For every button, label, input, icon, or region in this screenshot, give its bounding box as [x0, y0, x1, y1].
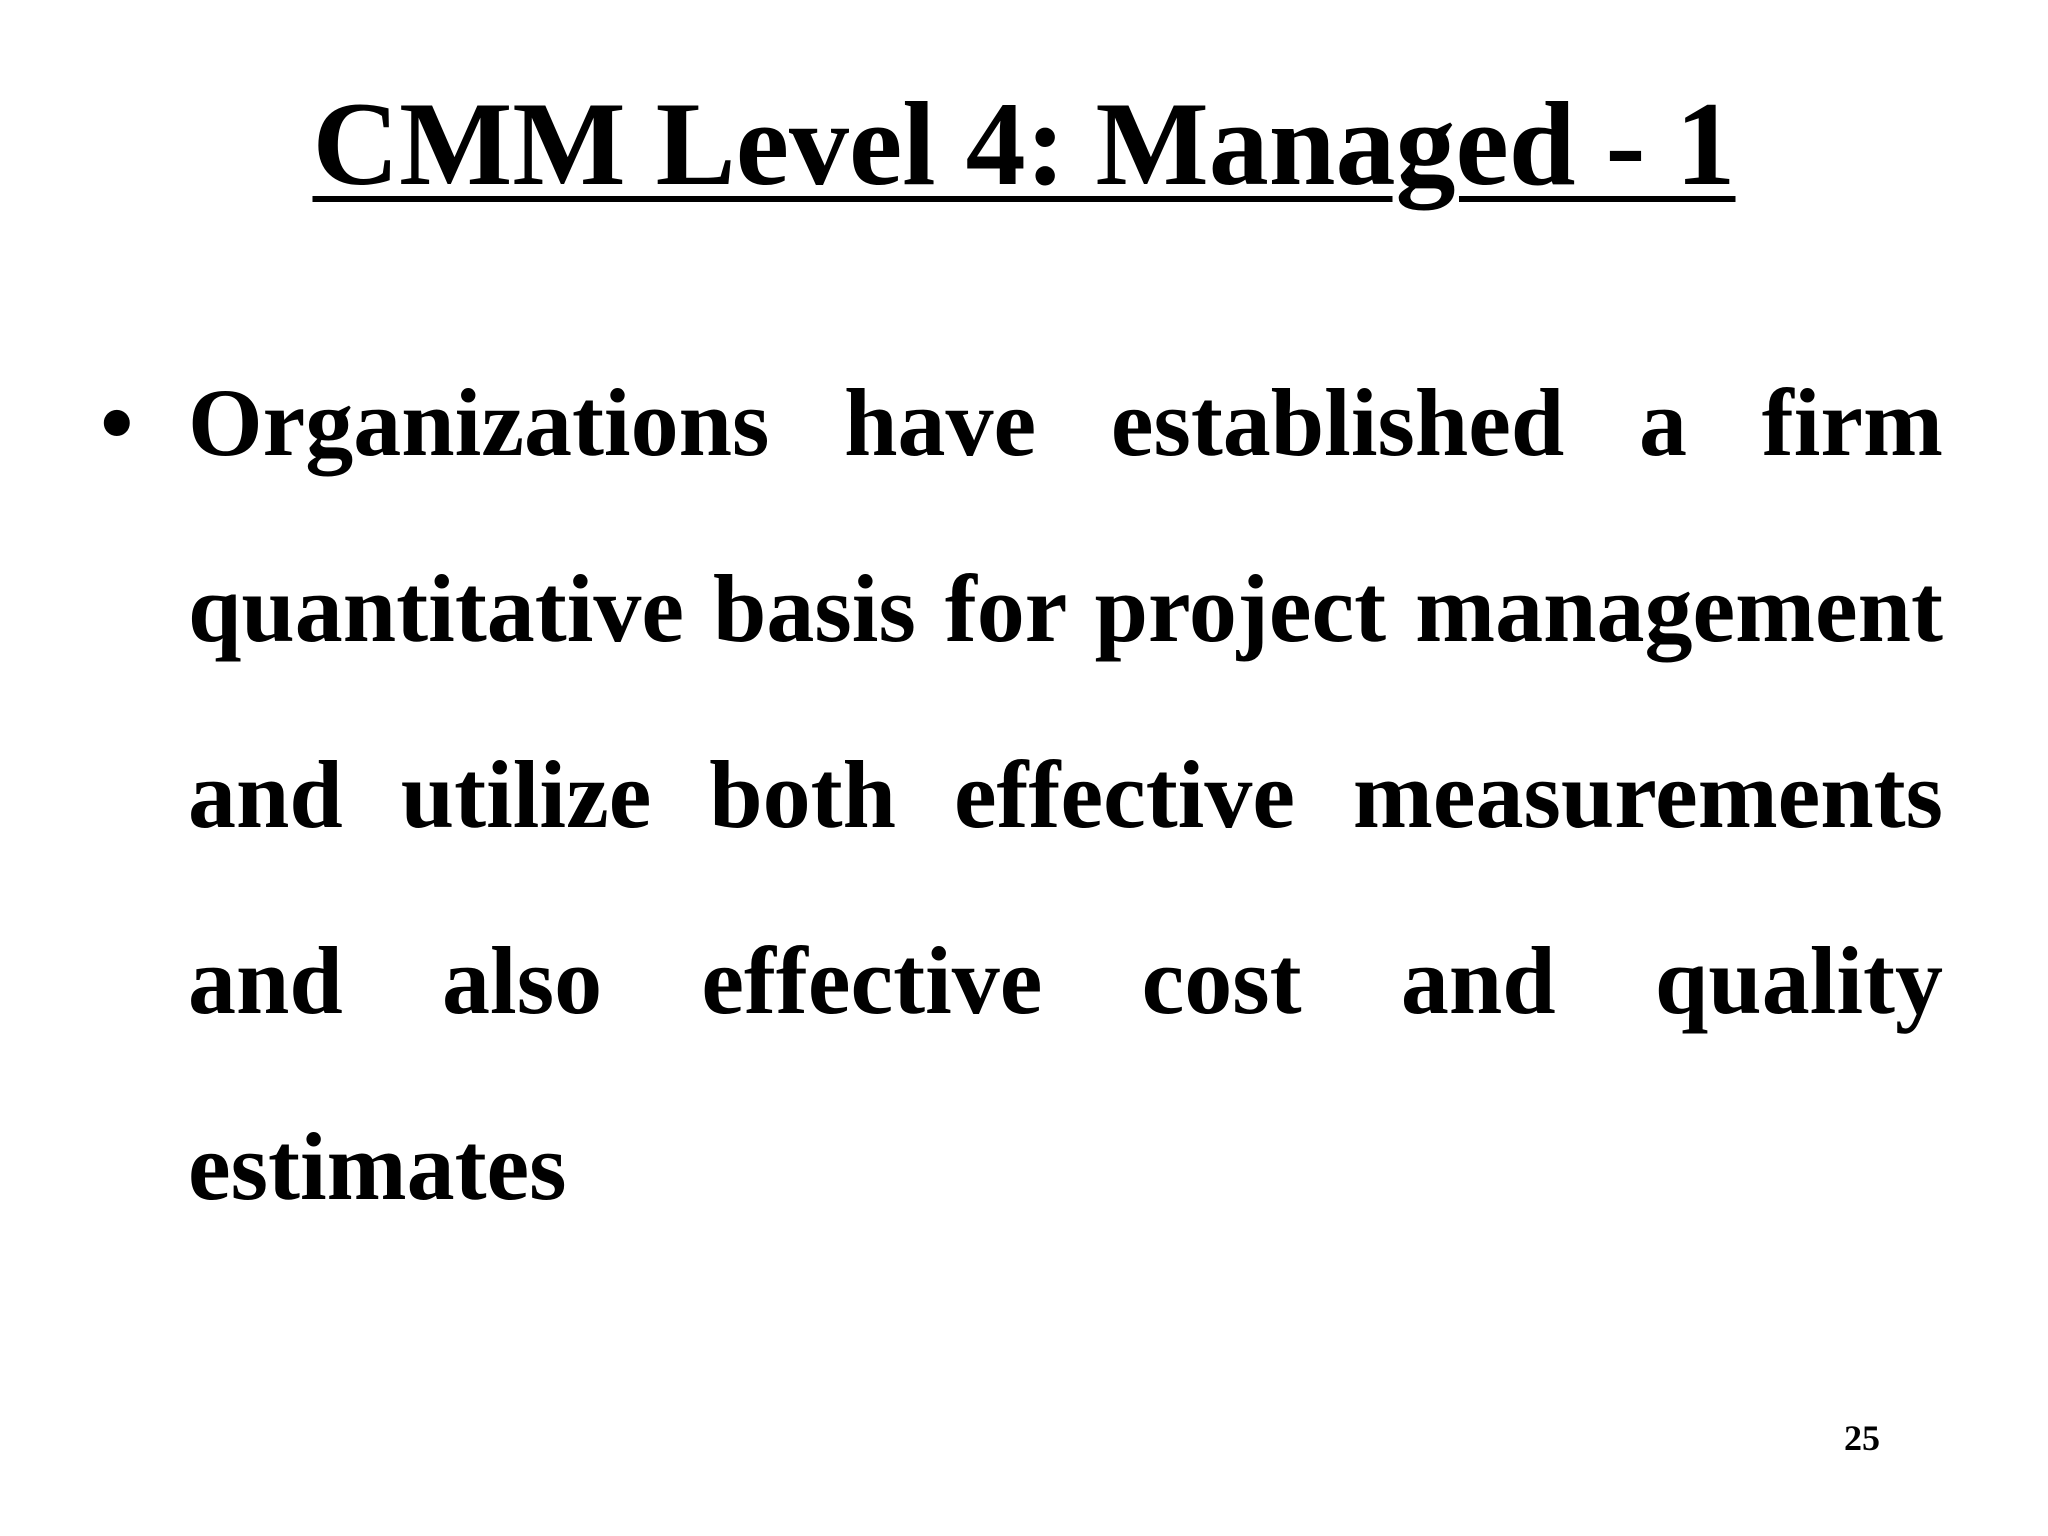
slide-title: [0, 74, 2048, 214]
bullet-item: [100, 330, 1943, 1260]
slide-number: 25: [1844, 1418, 1880, 1458]
bullet-text: Organizations have established a firm quantitative basis for project management and utilize both effective measurements and also effective cost and quality estimates: [188, 369, 1943, 1220]
bullet-marker: •: [100, 369, 134, 476]
bullet-list: [100, 330, 1943, 1260]
slide-title-text: CMM Level 4: Managed - 1: [312, 77, 1736, 210]
